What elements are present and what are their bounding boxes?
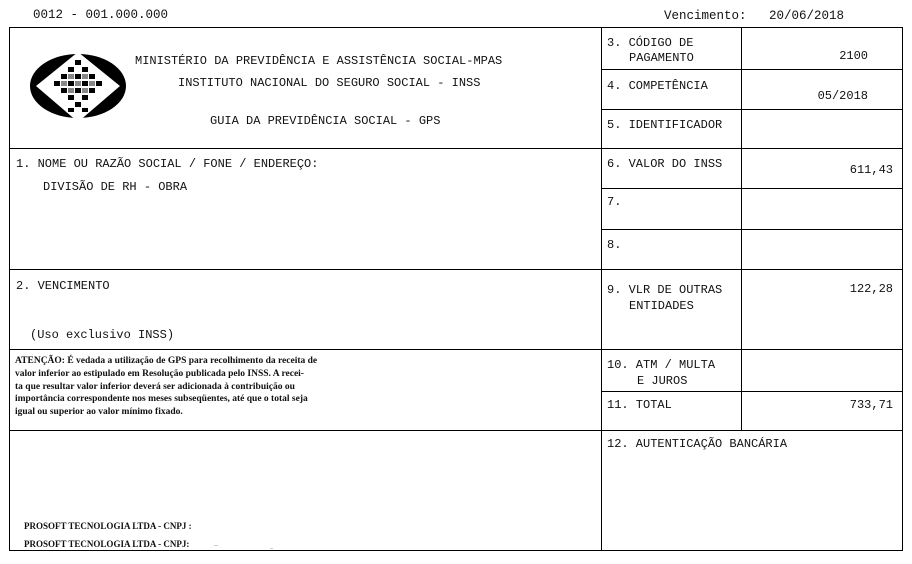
divider-right-c <box>601 148 903 149</box>
codigo-label <box>607 36 694 66</box>
valor-inss-label: 6. VALOR DO INSS <box>607 157 723 171</box>
nome-value: DIVISÃO DE RH - OBRA <box>43 180 188 194</box>
competencia-label: 4. COMPETÊNCIA <box>607 79 708 93</box>
redacted-mark <box>270 548 273 549</box>
due-date-label: Vencimento: <box>664 9 747 23</box>
codigo-label-line2: PAGAMENTO <box>629 51 694 65</box>
frame-right <box>902 27 903 551</box>
doc-title: GUIA DA PREVIDÊNCIA SOCIAL - GPS <box>210 114 441 128</box>
atm-label-line2: E JUROS <box>637 374 688 388</box>
divider-left-3 <box>9 349 602 350</box>
outras-entidades-value: 122,28 <box>849 282 893 296</box>
due-date-value: 20/06/2018 <box>769 9 845 23</box>
divider-left-4 <box>9 430 602 431</box>
outras-entidades-label <box>607 282 722 314</box>
frame-left <box>9 27 10 551</box>
footer-line-2: PROSOFT TECNOLOGIA LTDA - CNPJ: <box>24 539 190 549</box>
divider-right-f <box>601 269 903 270</box>
divider-right-g <box>601 349 903 350</box>
frame-middle <box>601 27 602 551</box>
attention-line: importância correspondente nos meses subseqüentes, até que o total seja <box>15 394 308 405</box>
codigo-label-line1: 3. CÓDIGO DE <box>607 36 694 50</box>
competencia-value: 05/2018 <box>817 89 868 103</box>
outras-label-line2: ENTIDADES <box>629 299 694 313</box>
divider-right-h <box>601 391 903 392</box>
outras-label-line1: 9. VLR DE OUTRAS <box>607 283 723 297</box>
redacted-mark <box>214 545 218 546</box>
atm-label-line1: 10. ATM / MULTA <box>607 358 716 372</box>
divider-right-b <box>601 109 903 110</box>
nome-label: 1. NOME OU RAZÃO SOCIAL / FONE / ENDEREÇO: <box>16 157 319 171</box>
field-7-label: 7. <box>607 195 622 209</box>
autenticacao-label: 12. AUTENTICAÇÃO BANCÁRIA <box>607 437 788 451</box>
org-ministry: MINISTÉRIO DA PREVIDÊNCIA E ASSISTÊNCIA SOCIAL-MPAS <box>135 54 503 68</box>
divider-right-e <box>601 229 903 230</box>
vencimento-label: 2. VENCIMENTO <box>16 279 110 293</box>
atm-multa-label <box>607 357 715 389</box>
codigo-value: 2100 <box>839 49 868 63</box>
total-label: 11. TOTAL <box>607 398 672 412</box>
divider-left-1 <box>9 148 602 149</box>
field-8-label: 8. <box>607 238 622 252</box>
total-value: 733,71 <box>849 398 893 412</box>
attention-line: ATENÇÃO: É vedada a utilização de GPS para recolhimento da receita de <box>15 356 318 366</box>
uso-inss-note: (Uso exclusivo INSS) <box>30 328 175 342</box>
identificador-label: 5. IDENTIFICADOR <box>607 118 723 132</box>
divider-right-a <box>601 69 903 70</box>
attention-line: ta que resultar valor inferior deverá ser adicionada à contribuição ou <box>15 381 295 392</box>
attention-notice <box>15 355 455 419</box>
footer-line-1: PROSOFT TECNOLOGIA LTDA - CNPJ : <box>24 521 192 531</box>
org-institute: INSTITUTO NACIONAL DO SEGURO SOCIAL - INSS <box>178 76 481 90</box>
doc-number: 0012 - 001.000.000 <box>33 8 169 22</box>
divider-left-2 <box>9 269 602 270</box>
divider-right-i <box>601 430 903 431</box>
inss-logo-icon <box>28 46 128 128</box>
divider-right-d <box>601 188 903 189</box>
valor-inss-value: 611,43 <box>849 163 893 177</box>
attention-line: igual ou superior ao valor mínimo fixado. <box>15 407 183 418</box>
attention-line: valor inferior ao estipulado em Resolução publicada pelo INSS. A recei- <box>15 368 304 379</box>
frame-top <box>9 27 903 28</box>
